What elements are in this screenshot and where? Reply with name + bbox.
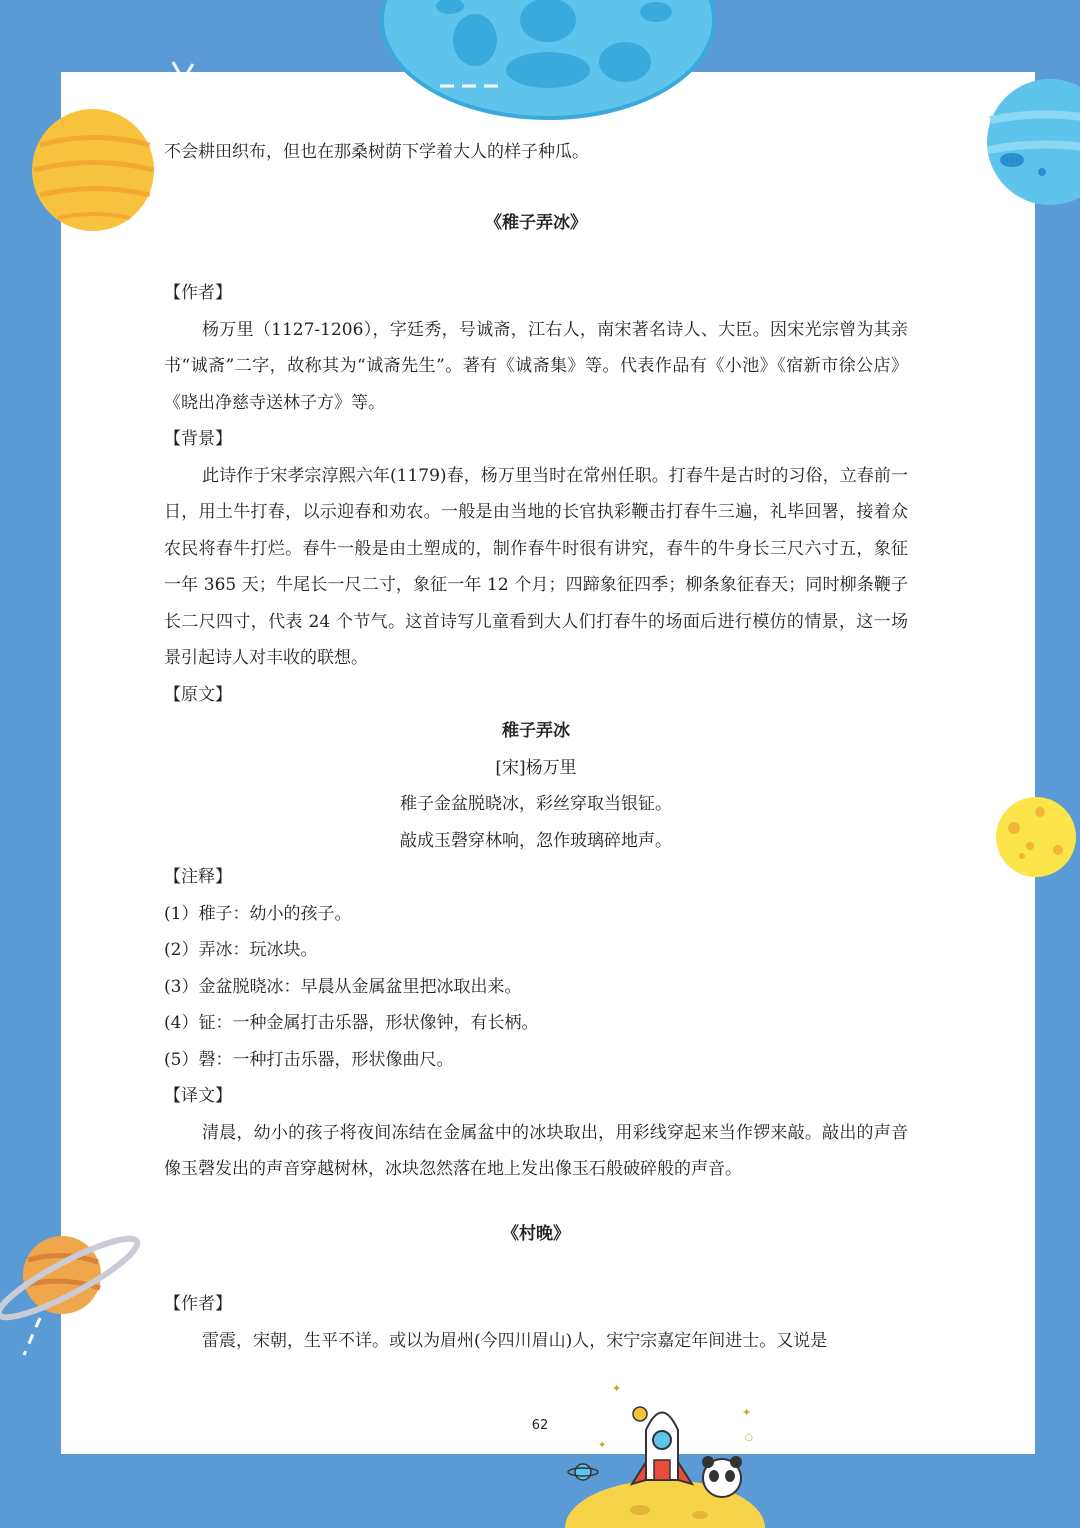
original-label: 【原文】	[164, 684, 232, 705]
translation-label: 【译文】	[164, 1086, 232, 1106]
author-text-2: 雷震，宋朝，生平不详。或以为眉州(今四川眉山)人，宋宁宗嘉定年间进士。又说是	[202, 1330, 828, 1351]
translation-text: 清晨，幼小的孩子将夜间冻结在金属盆中的冰块取出，用彩线穿起来当作锣来敲。敲出的声音像玉磬发出的声音穿越树林，冰块忽然落在地上发出像玉石般破碎般的声音。	[164, 1122, 908, 1179]
svg-text:✦: ✦	[742, 1406, 752, 1419]
poem-line: 稚子金盆脱晓冰，彩丝穿取当银钲。	[400, 794, 672, 814]
note-item: (1）稚子：幼小的孩子。	[164, 903, 352, 924]
svg-text:○: ○	[745, 1433, 753, 1443]
poem-author: [宋]杨万里	[495, 757, 577, 778]
note-item: (5）磬：一种打击乐器，形状像曲尺。	[164, 1049, 454, 1070]
notes-label: 【注释】	[164, 867, 232, 887]
section-title-cunwan: 《村晚》	[502, 1223, 570, 1244]
page-number: 62	[531, 1418, 549, 1433]
author-label-2: 【作者】	[164, 1294, 232, 1314]
poem-line: 敲成玉磬穿林响，忽作玻璃碎地声。	[400, 830, 672, 851]
author-text: 杨万里（1127-1206），字廷秀，号诚斋，江右人，南宋著名诗人、大臣。因宋光宗曾为其亲书“诚斋”二字，故称其为“诚斋先生”。著有《诚斋集》等。代表作品有《小池》《宿新市徐公店》《晓出净慈寺送林子方》等。	[164, 319, 908, 413]
author-label: 【作者】	[164, 283, 232, 303]
note-item: (3）金盆脱晓冰：早晨从金属盆里把冰取出来。	[164, 976, 522, 997]
section-title-zhizi: 《稚子弄冰》	[485, 212, 587, 233]
note-item: (2）弄冰：玩冰块。	[164, 940, 318, 960]
poem-title: 稚子弄冰	[502, 721, 570, 741]
svg-text:✦: ✦	[612, 1382, 622, 1395]
background-label: 【背景】	[164, 429, 232, 449]
svg-text:✦: ✦	[598, 1440, 607, 1451]
continuation-paragraph: 不会耕田织布，但也在那桑树荫下学着大人的样子种瓜。	[164, 142, 589, 162]
page-content	[164, 134, 908, 1359]
background-text: 此诗作于宋孝宗淳熙六年(1179)春，杨万里当时在常州任职。打春牛是古时的习俗，立春前一日，用土牛打春，以示迎春和劝农。一般是由当地的长官执彩鞭击打春牛三遍，礼毕回署，接着众农民将春牛打烂。春牛一般是由土塑成的，制作春牛时很有讲究，春牛的牛身长三尺六寸五，象征一年 365 天；牛尾长一尺二寸，象征一年 12 个月；四蹄象征四季；柳条象征春天；同时柳条鞭子长二尺四寸，代表 24 个节气。这首诗写儿童看到大人们打春牛的场面后进行模仿的情景，这一场景引起诗人对丰收的联想。	[164, 465, 908, 668]
note-item: (4）钲：一种金属打击乐器，形状像钟，有长柄。	[164, 1013, 539, 1033]
